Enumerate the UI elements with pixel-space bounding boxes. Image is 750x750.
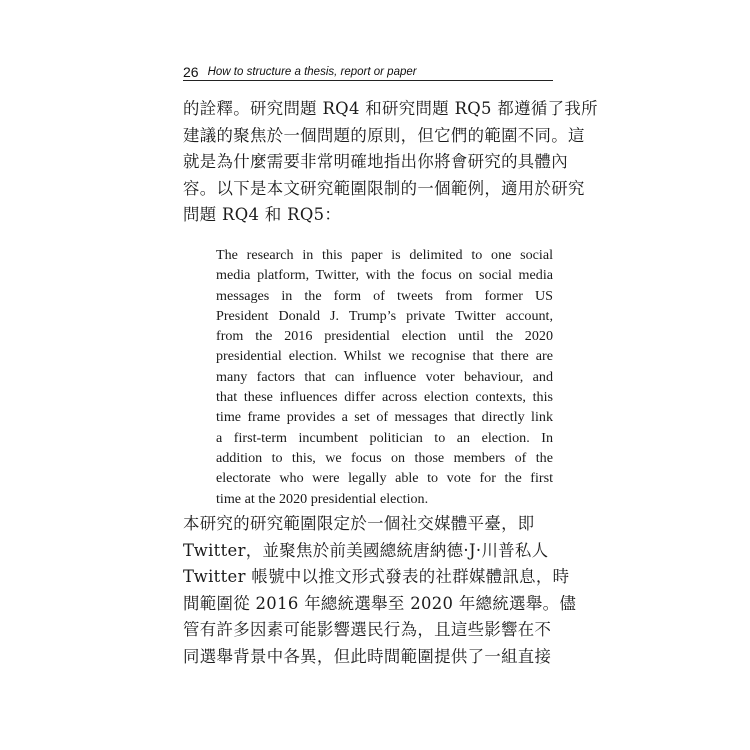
- intro-paragraph: [183, 96, 598, 229]
- text-line: Twitter，並聚焦於前美國總統唐納德·J·川普私人: [183, 540, 549, 560]
- text-line: 間範圍從 2016 年總統選舉至 2020 年總統選舉。儘: [183, 593, 577, 613]
- quote-line: time frame provides a set of messages that directly link: [216, 409, 553, 426]
- quote-line: media platform, Twitter, with the focus on social media: [216, 267, 553, 284]
- text-line: 本研究的研究範圍限定於一個社交媒體平臺，即: [183, 514, 535, 533]
- text-line: 建議的聚焦於一個問題的原則，但它們的範圍不同。這: [183, 125, 585, 145]
- text-line: Twitter 帳號中以推文形式發表的社群媒體訊息，時: [183, 567, 570, 587]
- quote-line: from the 2016 presidential election until the 2020: [216, 328, 553, 345]
- quote-line: electorate who were legally able to vote for the first: [216, 470, 553, 487]
- text-line: 就是為什麼需要非常明確地指出你將會研究的具體內: [183, 152, 569, 172]
- text-line: 的詮釋。研究問題 RQ4 和研究問題 RQ5 都遵循了我所: [183, 99, 598, 118]
- translation-paragraph: [183, 511, 577, 671]
- running-title: How to structure a thesis, report or paper: [207, 66, 417, 78]
- quote-line: that these influences differ across election contexts, this: [216, 389, 553, 406]
- quote-line: many factors that can influence voter behaviour, and: [216, 368, 553, 385]
- text-line: 同選舉背景中各異，但此時間範圍提供了一組直接: [183, 646, 552, 666]
- quote-line: a first-term incumbent politician to an election. In: [216, 429, 553, 446]
- quote-line: The research in this paper is delimited to one social: [216, 247, 553, 263]
- quote-line: messages in the form of tweets from former US: [216, 287, 553, 304]
- quote-line: presidential election. Whilst we recognise that there are: [216, 348, 553, 365]
- example-quote: [216, 245, 553, 509]
- text-line: 問題 RQ4 和 RQ5：: [183, 205, 342, 225]
- quote-line: President Donald J. Trump’s private Twitter account,: [216, 307, 553, 324]
- text-line: 容。以下是本文研究範圍限制的一個範例，適用於研究: [183, 178, 585, 198]
- running-header: [183, 62, 553, 80]
- quote-line: time at the 2020 presidential election.: [216, 490, 429, 507]
- header-rule: [183, 80, 553, 81]
- quote-line: addition to this, we focus on those members of the: [216, 449, 553, 466]
- page-number: 26: [183, 64, 199, 80]
- text-line: 管有許多因素可能影響選民行為，且這些影響在不: [183, 620, 552, 640]
